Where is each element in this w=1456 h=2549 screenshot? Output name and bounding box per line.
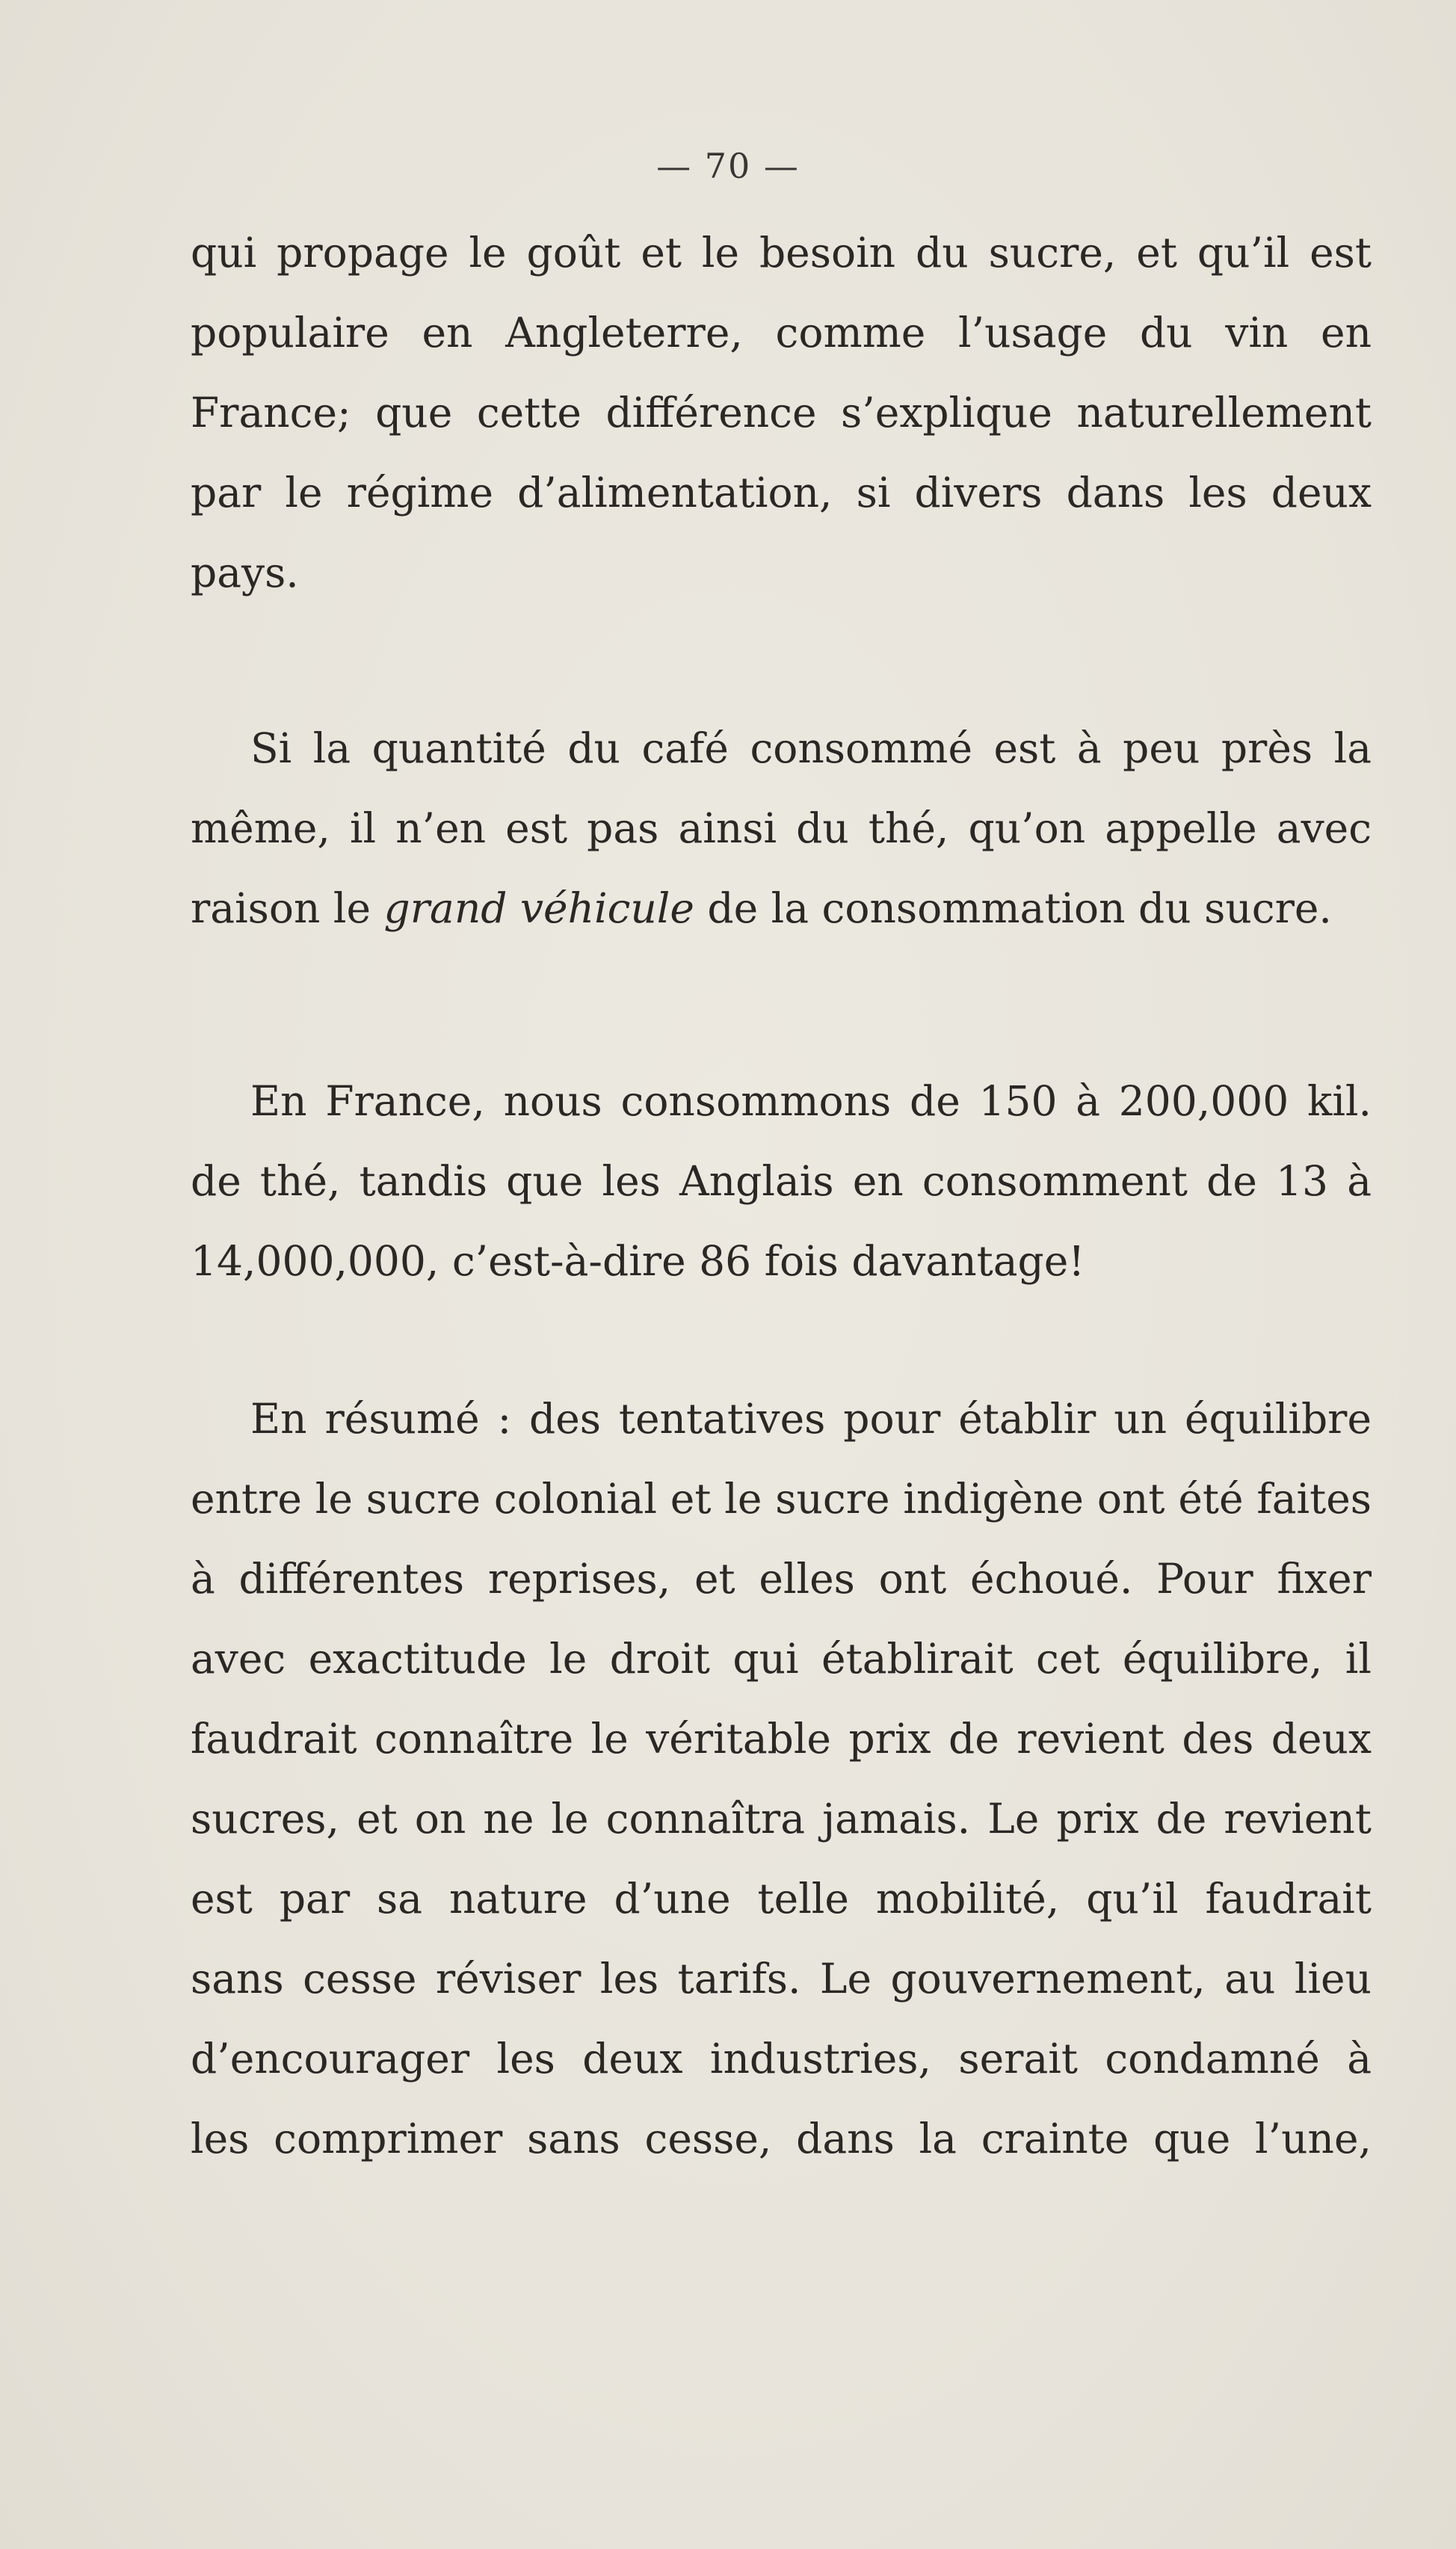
- text-line: populaire en Angleterre, comme l’usage du vin en: [191, 309, 1372, 357]
- paragraph-1: [191, 213, 1372, 613]
- text-line: Si la quantité du café consommé est à peu près la: [250, 724, 1372, 772]
- text-line: faudrait connaître le véritable prix de revient des deux: [191, 1715, 1372, 1763]
- paragraph-4: [191, 1379, 1372, 2179]
- text-line: avec exactitude le droit qui établirait cet équilibre, il: [191, 1635, 1372, 1683]
- text-line: même, il n’en est pas ainsi du thé, qu’on appelle avec: [191, 804, 1372, 852]
- text-line-mixed: [191, 869, 1372, 949]
- text-line: de thé, tandis que les Anglais en consomment de 13 à: [191, 1157, 1372, 1205]
- text-line: 14,000,000, c’est-à-dire 86 fois davantage!: [191, 1237, 1085, 1285]
- text-line: d’encourager les deux industries, serait condamné à: [191, 2035, 1372, 2083]
- text-line: est par sa nature d’une telle mobilité, qu’il faudrait: [191, 1875, 1372, 1923]
- text-line: France; que cette différence s’explique naturellement: [191, 389, 1372, 437]
- text-fragment: de la consommation du sucre.: [694, 884, 1332, 932]
- text-line: à différentes reprises, et elles ont échoué. Pour fixer: [191, 1555, 1372, 1603]
- emphasized-phrase: grand véhicule: [383, 884, 694, 932]
- text-line: par le régime d’alimentation, si divers dans les deux: [191, 469, 1372, 517]
- text-line: qui propage le goût et le besoin du sucre, et qu’il est: [191, 229, 1372, 277]
- text-line: les comprimer sans cesse, dans la crainte que l’une,: [191, 2115, 1372, 2163]
- text-line: En France, nous consommons de 150 à 200,000 kil.: [250, 1077, 1372, 1125]
- text-line: pays.: [191, 549, 299, 597]
- text-fragment: raison le: [191, 884, 384, 932]
- paragraph-3: [191, 1061, 1372, 1301]
- text-line: En résumé : des tentatives pour établir un équilibre: [250, 1395, 1372, 1443]
- text-line: sucres, et on ne le connaîtra jamais. Le prix de revient: [191, 1795, 1372, 1843]
- text-line: sans cesse réviser les tarifs. Le gouvernement, au lieu: [191, 1955, 1372, 2003]
- page-number: — 70 —: [656, 146, 800, 186]
- text-line: entre le sucre colonial et le sucre indigène ont été faites: [191, 1475, 1372, 1523]
- paragraph-2: [191, 709, 1372, 949]
